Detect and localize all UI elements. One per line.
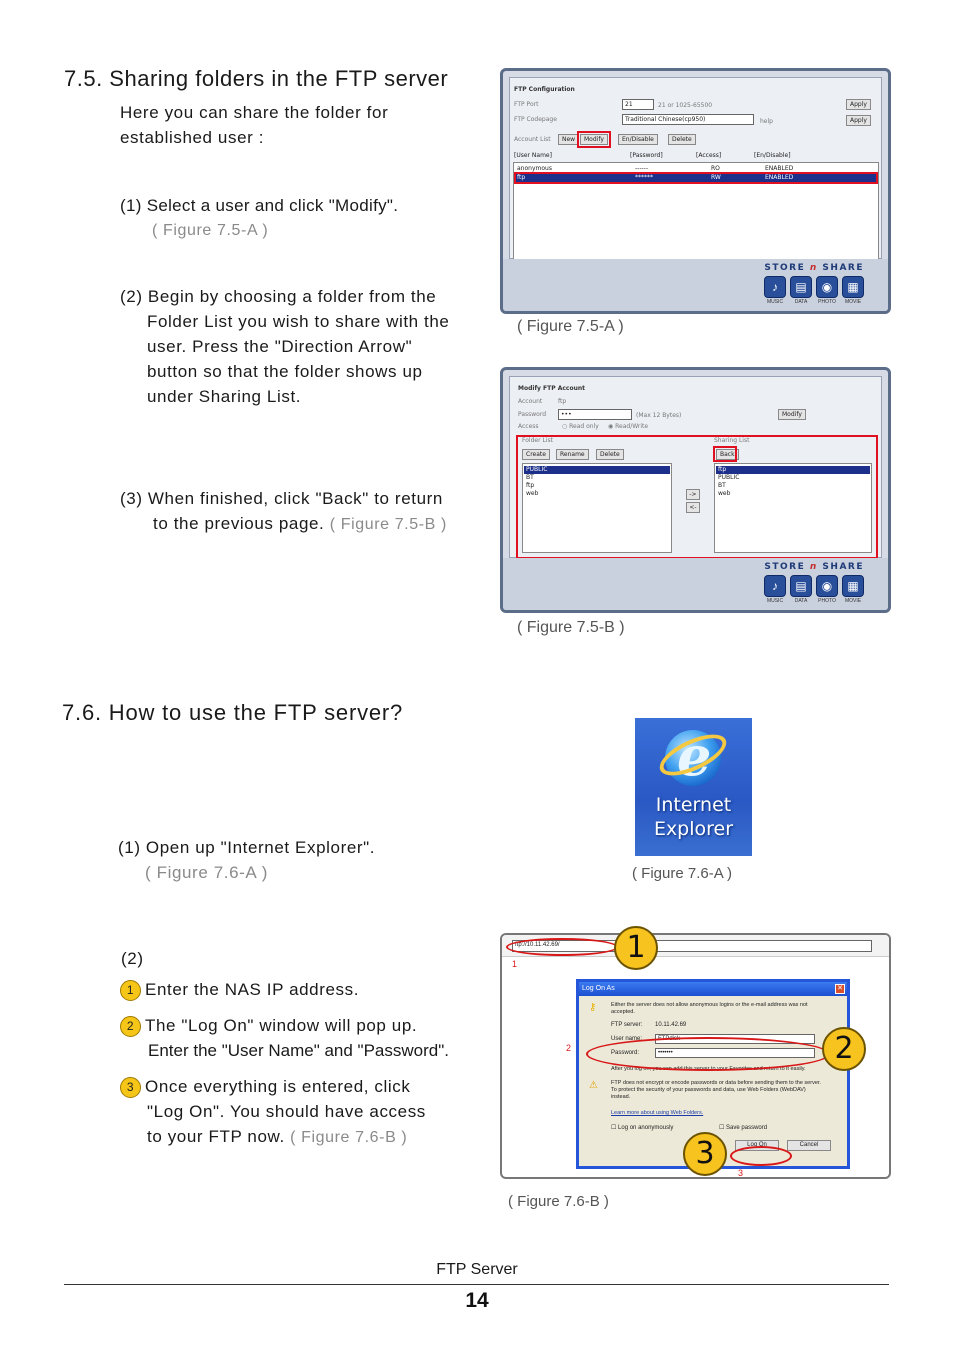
cell-password: ------ (635, 165, 648, 172)
help-link[interactable]: help (760, 118, 773, 125)
tile-label: DATA (794, 299, 808, 305)
marker-3-small: 3 (738, 1168, 744, 1178)
access-ro-radio[interactable]: ○ Read only (562, 423, 599, 430)
figure-7-6-b-caption: ( Figure 7.6-B ) (508, 1193, 609, 1210)
figure-7-5-a-caption: ( Figure 7.5-A ) (517, 318, 624, 335)
step-1-figure-ref: ( Figure 7.5-A ) (152, 222, 269, 239)
intro-text (120, 100, 388, 150)
list-item[interactable]: BT (526, 474, 534, 481)
step-2-line: button so that the folder shows up (147, 362, 423, 381)
substep-2-line: The "Log On" window will pop up. (145, 1016, 418, 1035)
step-2-line: (2) Begin by choosing a folder from the (120, 287, 437, 306)
ftp-codepage-label: FTP Codepage (514, 116, 557, 123)
marker-1-small: 1 (512, 959, 518, 969)
cell-status: ENABLED (765, 174, 794, 181)
movie-icon[interactable]: ▦ (842, 276, 864, 298)
new-account-button[interactable]: New (558, 134, 579, 145)
highlight-back (713, 446, 737, 462)
save-password-checkbox[interactable]: ☐ Save password (719, 1125, 768, 1131)
highlight-credentials (586, 1037, 830, 1071)
ftp-codepage-select[interactable]: Traditional Chinese(cp950) (622, 114, 754, 125)
step-1-76-figure-ref: ( Figure 7.6-A ) (145, 863, 268, 882)
create-folder-button[interactable]: Create (522, 449, 550, 460)
page-number: 14 (465, 1289, 489, 1312)
substep-2 (120, 1013, 449, 1063)
marker-2-small: 2 (566, 1043, 572, 1053)
tile-label: PHOTO (818, 299, 836, 305)
brand-footer (503, 558, 888, 610)
highlight-modify (577, 131, 611, 148)
figure-7-5-b-caption: ( Figure 7.5-B ) (517, 619, 625, 636)
folder-list[interactable] (522, 463, 672, 553)
tile-label: MOVIE (844, 598, 862, 604)
server-label: FTP server: (611, 1022, 643, 1028)
list-item[interactable]: web (526, 490, 539, 497)
modify-button[interactable]: Modify (778, 409, 806, 420)
step-1-text: (1) Select a user and click "Modify". (120, 196, 399, 215)
tile-label: MOVIE (844, 299, 862, 305)
access-rw-radio[interactable]: ◉ Read/Write (608, 423, 649, 430)
access-label: Access (518, 423, 539, 430)
cell-access: RO (711, 165, 720, 172)
movie-icon[interactable]: ▦ (842, 575, 864, 597)
ftp-port-label: FTP Port (514, 101, 539, 108)
section-heading-7-5: 7.5. Sharing folders in the FTP server (64, 66, 449, 91)
password-label: Password (518, 411, 547, 418)
log-on-button[interactable]: Log On (735, 1140, 779, 1151)
cell-password: ****** (635, 174, 653, 181)
step-2-line: Folder List you wish to share with the (147, 312, 450, 331)
list-item[interactable]: web (718, 490, 731, 497)
endisable-account-button[interactable]: En/Disable (618, 134, 658, 145)
highlight-address (506, 938, 618, 956)
list-item[interactable]: PUBLIC (524, 466, 670, 474)
step-marker-1: 1 (614, 926, 658, 970)
list-item[interactable]: ftp (716, 466, 870, 474)
col-password: [Password] (630, 152, 663, 159)
brand-logo: STORE n SHARE (764, 562, 864, 572)
list-item[interactable]: BT (718, 482, 726, 489)
password-input[interactable]: ••• (558, 409, 632, 420)
footer-rule (64, 1284, 889, 1285)
music-icon[interactable]: ♪ (764, 575, 786, 597)
data-icon[interactable]: ▤ (790, 276, 812, 298)
substep-3-figure-ref: ( Figure 7.6-B ) (290, 1129, 408, 1146)
modify-account-title: Modify FTP Account (518, 385, 586, 392)
user-name-label: User name: (611, 1036, 643, 1042)
col-access: [Access] (696, 152, 722, 159)
substep-3-line: Once everything is entered, click (145, 1077, 411, 1096)
number-badge: 1 (120, 980, 141, 1001)
footer-section-name: FTP Server (436, 1261, 518, 1278)
step-marker-2: 2 (822, 1027, 866, 1071)
step-2-line: user. Press the "Direction Arrow" (147, 337, 413, 356)
photo-icon[interactable]: ◉ (816, 276, 838, 298)
address-input[interactable]: ftp://10.11.42.69/ (512, 940, 872, 952)
intro-line: Here you can share the folder for (120, 103, 389, 122)
arrow-left-button[interactable]: <- (686, 502, 700, 513)
password-label: Password: (611, 1050, 640, 1056)
back-button[interactable]: Back (716, 449, 739, 460)
substep-3-line: "Log On". You should have access (147, 1102, 426, 1121)
step-2-line: under Sharing List. (147, 387, 302, 406)
intro-line: established user : (120, 128, 265, 147)
arrow-right-button[interactable]: -> (686, 489, 700, 500)
step-1-76-text: (1) Open up "Internet Explorer". (118, 838, 376, 857)
step-3-line: to the previous page. (153, 514, 325, 533)
number-badge: 2 (120, 1016, 141, 1037)
cell-status: ENABLED (765, 165, 794, 172)
user-name-input[interactable]: FTPdisk (655, 1034, 815, 1044)
highlight-ftp-row (514, 172, 878, 184)
account-value: ftp (558, 398, 567, 405)
anon-denied-message: Either the server does not allow anonymous logins or the e-mail address was not accepted. (611, 1002, 808, 1015)
step-2-text (120, 284, 450, 409)
cell-user: ftp (517, 174, 526, 181)
delete-account-button[interactable]: Delete (668, 134, 696, 145)
account-label: Account (518, 398, 543, 405)
substep-3-line: to your FTP now. (147, 1127, 285, 1146)
ftp-port-input[interactable]: 21 (622, 99, 654, 110)
figure-7-5-b (500, 367, 891, 613)
col-en-disable: [En/Disable] (754, 152, 791, 159)
server-value: 10.11.42.69 (655, 1022, 687, 1028)
substep-1-text: Enter the NAS IP address. (145, 980, 360, 999)
step-2-76-label: (2) (121, 949, 144, 968)
internet-explorer-icon[interactable] (635, 718, 752, 856)
photo-icon[interactable]: ◉ (816, 575, 838, 597)
account-list-label: Account List (514, 136, 551, 143)
list-item[interactable]: PUBLIC (718, 474, 740, 481)
step-3-figure-ref: ( Figure 7.5-B ) (329, 516, 447, 533)
ftp-port-hint: 21 or 1025-65500 (658, 102, 713, 109)
security-warning-message: FTP does not encrypt or encode passwords or data before sending them to the server. To protect the security of your passwords and data, use Web Folders (WebDAV) instead. (611, 1080, 821, 1100)
password-hint: (Max 12 Bytes) (636, 412, 682, 419)
substep-2-line: Enter the "User Name" and "Password". (148, 1041, 449, 1060)
ie-label-line: Internet (655, 794, 732, 816)
brand-logo: STORE n SHARE (764, 263, 864, 273)
ie-label-line: Explorer (653, 818, 734, 840)
sharing-list[interactable] (714, 463, 872, 553)
substep-1 (120, 977, 359, 1002)
dialog-title: Log On As (579, 982, 847, 996)
tile-label: MUSIC (766, 299, 784, 305)
number-badge: 3 (120, 1077, 141, 1098)
section-heading-7-6: 7.6. How to use the FTP server? (62, 700, 404, 725)
ftp-config-title: FTP Configuration (514, 86, 575, 93)
sharing-list-label: Sharing List (714, 437, 750, 444)
anonymous-checkbox[interactable]: ☐ Log on anonymously (611, 1125, 674, 1131)
apply-port-button[interactable]: Apply (846, 99, 871, 110)
step-marker-3: 3 (683, 1132, 727, 1176)
cell-user: anonymous (517, 165, 552, 172)
apply-codepage-button[interactable]: Apply (846, 115, 871, 126)
warning-icon: ⚠ (589, 1080, 598, 1091)
step-3-line: (3) When finished, click "Back" to return (120, 489, 443, 508)
folder-list-label: Folder List (522, 437, 553, 444)
music-icon[interactable]: ♪ (764, 276, 786, 298)
step-3-text (120, 486, 447, 537)
account-list[interactable] (513, 162, 879, 260)
figure-7-5-a (500, 68, 891, 314)
web-folders-link[interactable]: Learn more about using Web Folders. (611, 1110, 704, 1116)
tile-label: PHOTO (818, 598, 836, 604)
col-user-name: [User Name] (514, 152, 552, 159)
cancel-button[interactable]: Cancel (787, 1140, 831, 1151)
password-input[interactable]: ••••••• (655, 1048, 815, 1058)
substep-3 (120, 1074, 426, 1150)
tile-label: MUSIC (766, 598, 784, 604)
figure-7-6-a-caption: ( Figure 7.6-A ) (632, 865, 733, 882)
brand-footer (503, 259, 888, 311)
close-icon[interactable]: ✕ (835, 984, 845, 994)
cell-access: RW (711, 174, 721, 181)
delete-folder-button[interactable]: Delete (596, 449, 624, 460)
key-icon: ⚷ (589, 1002, 597, 1013)
rename-folder-button[interactable]: Rename (556, 449, 589, 460)
list-item[interactable]: ftp (526, 482, 535, 489)
favorites-message: After you log on, you can add this server to your Favorites and return to it easily. (611, 1066, 806, 1072)
modify-account-button[interactable]: Modify (580, 134, 608, 145)
data-icon[interactable]: ▤ (790, 575, 812, 597)
tile-label: DATA (794, 598, 808, 604)
highlight-log-on (730, 1146, 792, 1166)
